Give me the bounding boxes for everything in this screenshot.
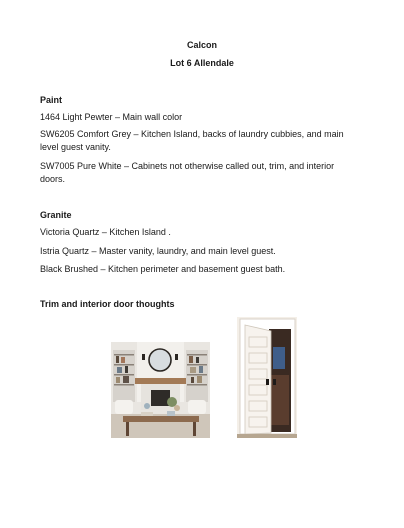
granite-heading: Granite bbox=[40, 210, 72, 220]
paint-heading: Paint bbox=[40, 95, 63, 105]
granite-item-1: Victoria Quartz – Kitchen Island . bbox=[40, 227, 171, 237]
interior-door-photo bbox=[237, 317, 297, 438]
doc-title: Calcon bbox=[186, 40, 217, 50]
granite-item-3: Black Brushed – Kitchen perimeter and basement guest bath. bbox=[40, 264, 286, 274]
paint-item-2: SW6205 Comfort Grey – Kitchen Island, backs of laundry cubbies, and main level guest vanity. bbox=[40, 129, 344, 152]
paint-item-1: 1464 Light Pewter – Main wall color bbox=[40, 112, 183, 122]
trim-heading: Trim and interior door thoughts bbox=[40, 299, 175, 309]
paint-item-3: SW7005 Pure White – Cabinets not otherwise called out, trim, and interior doors. bbox=[40, 161, 335, 184]
granite-item-2: Istria Quartz – Master vanity, laundry, and main level guest. bbox=[40, 246, 276, 256]
doc-subtitle: Lot 6 Allendale bbox=[170, 58, 234, 68]
living-room-photo bbox=[111, 342, 210, 438]
